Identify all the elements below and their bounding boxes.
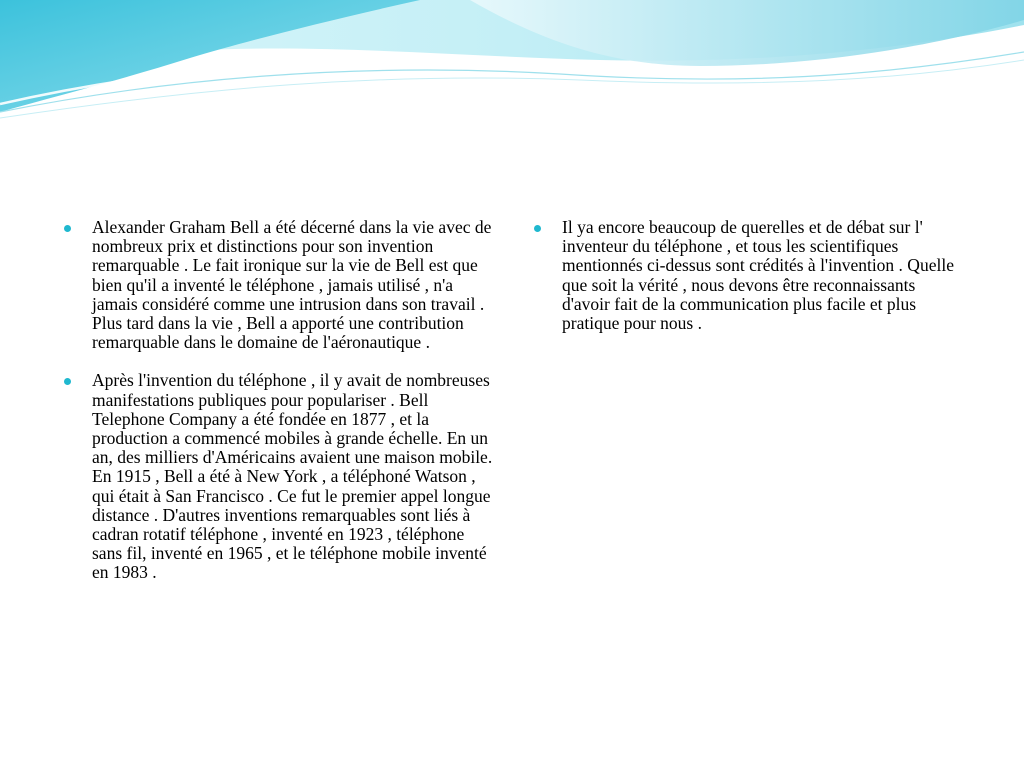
- bullet-dot-icon: [534, 225, 541, 232]
- bullet-item: [64, 371, 496, 582]
- bullet-text: Après l'invention du téléphone , il y avait de nombreuses manifestations publiques pour populariser . Bell Telephone Company a été fondée en 1877 , et la production a commencé mobiles à grande échelle. En un an, des milliers d'Américains avaient une maison mobile. En 1915 , Bell a été à New York , a téléphoné Watson , qui était à San Francisco . Ce fut le premier appel longue distance . D'autres inventions remarquables sont liés à cadran rotatif téléphone , inventé en 1923 , téléphone sans fil, inventé en 1965 , et le téléphone mobile inventé en 1983 .: [92, 370, 493, 583]
- bullet-item: [64, 218, 496, 352]
- wave-header-decoration: [0, 0, 1024, 130]
- bullet-dot-icon: [64, 378, 71, 385]
- bullet-text: Alexander Graham Bell a été décerné dans la vie avec de nombreux prix et distinctions pour son invention remarquable . Le fait ironique sur la vie de Bell est que bien qu'il a inventé le téléphone , jamais utilisé , n'a jamais considéré comme une intrusion dans son travail . Plus tard dans la vie , Bell a apporté une contribution remarquable dans le domaine de l'aéronautique .: [92, 217, 492, 353]
- left-column: [64, 218, 496, 602]
- bullet-item: [534, 218, 964, 333]
- bullet-dot-icon: [64, 225, 71, 232]
- right-column: [534, 218, 964, 352]
- bullet-text: Il ya encore beaucoup de querelles et de débat sur l' inventeur du téléphone , et tous les scientifiques mentionnés ci-dessus sont crédités à l'invention . Quelle que soit la vérité , nous devons être reconnaissants d'avoir fait de la communication plus facile et plus pratique pour nous .: [562, 217, 954, 334]
